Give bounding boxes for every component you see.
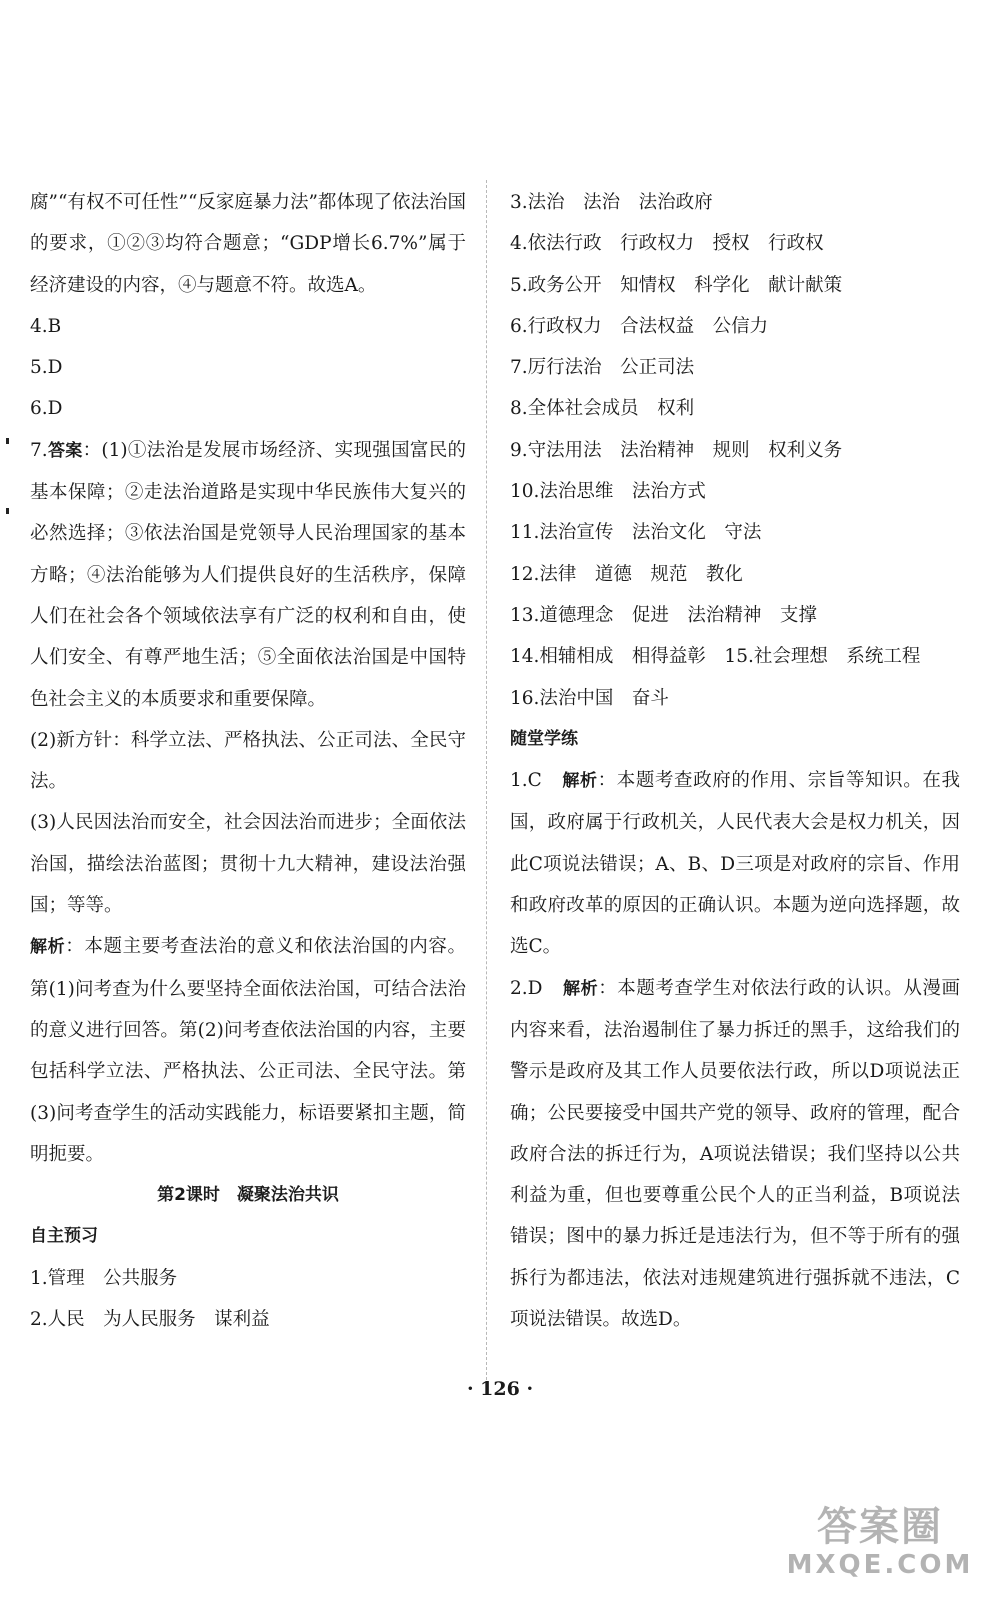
column-divider (486, 180, 487, 1380)
lesson-title: 第2课时 凝聚法治共识 (157, 1185, 339, 1206)
preview-item-8: 8.全体社会成员 权利 (510, 398, 695, 420)
right-column (510, 182, 960, 1340)
q1-answer: 1.C (510, 770, 542, 792)
section-heading-practice: 随堂学练 (510, 728, 578, 749)
left-column (30, 182, 466, 1340)
q1-analysis-text: ：本题考查政府的作用、宗旨等知识。在我国，政府属于行政机关，人民代表大会是权力机关，因此C项说法错误；A、B、D三项是对政府的宗旨、作用和政府改革的原因的正确认识。本题为逆向选择题，故选C。 (510, 770, 960, 958)
preview-item-3: 3.法治 法治 法治政府 (510, 192, 713, 213)
preview-item-9: 9.守法用法 法治精神 规则 权利义务 (510, 439, 843, 461)
analysis-text: ：本题主要考查法治的意义和依法治国的内容。第(1)问考查为什么要坚持全面依法治国，可结合法治的意义进行回答。第(2)问考查依法治国的内容，主要包括科学立法、严格执法、公正司法、全民守法。第(3)问考查学生的活动实践能力，标语要紧扣主题，简明扼要。 (30, 936, 466, 1165)
answer-4: 4.B (30, 315, 62, 337)
section-heading-preview: 自主预习 (30, 1226, 98, 1247)
preview-item-11: 11.法治宣传 法治文化 守法 (510, 522, 762, 544)
answer-7-part-1 (30, 430, 466, 720)
preview-item-14-15: 14.相辅相成 相得益彰 15.社会理想 系统工程 (510, 646, 921, 668)
continued-analysis: 腐”“有权不可任性”“反家庭暴力法”都体现了依法治国的要求，①②③均符合题意；“GDP增长6.7%”属于经济建设的内容，④与题意不符。故选A。 (30, 192, 466, 296)
preview-item-13: 13.道德理念 促进 法治精神 支撑 (510, 604, 817, 626)
answer-7-label: 答案 (47, 440, 83, 461)
answer-7-part-2: (2)新方针：科学立法、严格执法、公正司法、全民守法。 (30, 729, 466, 793)
preview-item-7: 7.厉行法治 公正司法 (510, 357, 695, 379)
analysis-label: 解析 (30, 937, 66, 958)
answer-7-analysis (30, 926, 466, 1175)
preview-item-16: 16.法治中国 奋斗 (510, 687, 669, 709)
practice-question-2 (510, 968, 960, 1341)
preview-item-6: 6.行政权力 合法权益 公信力 (510, 315, 769, 337)
practice-question-1 (510, 760, 960, 967)
scan-mark (6, 508, 9, 514)
q2-analysis-label: 解析 (562, 978, 599, 999)
answer-5: 5.D (30, 357, 63, 379)
answer-6: 6.D (30, 398, 63, 420)
page-number: · 126 · (466, 1378, 534, 1400)
preview-item-5: 5.政务公开 知情权 科学化 献计献策 (510, 274, 843, 296)
preview-item-4: 4.依法行政 行政权力 授权 行政权 (510, 233, 824, 255)
q1-analysis-label: 解析 (561, 771, 598, 792)
q2-analysis-text: ：本题考查学生对依法行政的认识。从漫画内容来看，法治遏制住了暴力拆迁的黑手，这给我们的警示是政府及其工作人员要依法行政，所以D项说法正确；公民要接受中国共产党的领导、政府的管理，配合政府合法的拆迁行为，A项说法错误；我们坚持以公共利益为重，但也要尊重公民个人的正当利益，B项说法错误；图中的暴力拆迁是违法行为，但不等于所有的强拆行为都违法，依法对违规建筑进行强拆就不违法，C项说法错误。故选D。 (510, 977, 960, 1331)
scan-mark (6, 438, 9, 444)
q2-answer: 2.D (510, 977, 543, 999)
preview-item-1: 1.管理 公共服务 (30, 1267, 178, 1289)
answer-7 (30, 430, 466, 1175)
preview-item-10: 10.法治思维 法治方式 (510, 481, 706, 503)
answer-7-part-3: (3)人民因法治而安全，社会因法治而进步；全面依法治国，描绘法治蓝图；贯彻十九大精神，建设法治强国；等等。 (30, 812, 466, 917)
watermark-logo (780, 1504, 980, 1586)
preview-item-2: 2.人民 为人民服务 谋利益 (30, 1309, 270, 1331)
watermark-text: 答案圈 (817, 1504, 943, 1550)
watermark-url: MXQE.COM (786, 1550, 974, 1580)
answer-7-text-1: ：(1)①法治是发展市场经济、实现强国富民的基本保障；②走法治道路是实现中华民族伟大复兴的必然选择；③依法治国是党领导人民治理国家的基本方略；④法治能够为人们提供良好的生活秩序，保障人们在社会各个领域依法享有广泛的权利和自由，使人们安全、有尊严地生活；⑤全面依法治国是中国特色社会主义的本质要求和重要保障。 (30, 439, 466, 710)
answer-7-number: 7. (30, 439, 48, 461)
preview-item-12: 12.法律 道德 规范 教化 (510, 563, 743, 585)
